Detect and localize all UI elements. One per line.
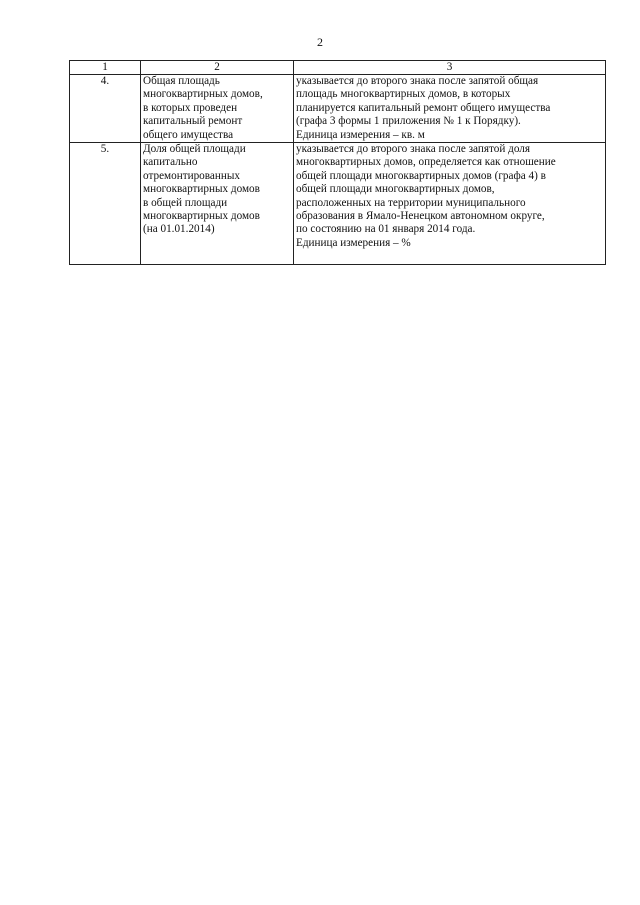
- column-header-1: 1: [70, 61, 141, 75]
- indicator-name: [141, 143, 294, 265]
- indicator-name-line: многоквартирных домов,: [143, 88, 263, 101]
- indicator-name: [141, 75, 294, 143]
- description-line: планируется капитальный ремонт общего имущества: [296, 101, 551, 114]
- indicator-name-line: в которых проведен: [143, 101, 238, 114]
- page-number: 2: [317, 35, 323, 49]
- description-line: Единица измерения – %: [296, 236, 411, 249]
- description-line: Единица измерения – кв. м: [296, 128, 425, 141]
- description-line: по состоянию на 01 января 2014 года.: [296, 223, 476, 236]
- description-line: общей площади многоквартирных домов,: [296, 183, 495, 196]
- indicator-name-line: отремонтированных: [143, 169, 240, 182]
- indicator-name-line: в общей площади: [143, 196, 228, 209]
- description-line: (графа 3 формы 1 приложения № 1 к Порядку).: [296, 115, 521, 128]
- description-line: указывается до второго знака после запятой общая: [296, 75, 539, 87]
- description-line: указывается до второго знака после запятой доля: [296, 143, 530, 156]
- column-header-2: 2: [141, 61, 294, 75]
- indicator-name-line: капитально: [143, 156, 198, 169]
- table-row: [70, 75, 606, 143]
- row-number: 4.: [70, 75, 141, 143]
- indicator-table: [69, 60, 606, 265]
- indicator-description: [294, 75, 606, 143]
- indicator-name-line: многоквартирных домов: [143, 210, 260, 223]
- table-header-row: [70, 61, 606, 75]
- description-line: образования в Ямало-Ненецком автономном округе,: [296, 210, 545, 223]
- description-line: многоквартирных домов, определяется как отношение: [296, 156, 556, 169]
- column-header-3: 3: [294, 61, 606, 75]
- indicator-description: [294, 143, 606, 265]
- row-number: 5.: [70, 143, 141, 265]
- table-row: [70, 143, 606, 265]
- indicator-name-line: капитальный ремонт: [143, 115, 243, 128]
- indicator-name-line: Общая площадь: [143, 75, 220, 87]
- description-line: расположенных на территории муниципального: [296, 196, 526, 209]
- indicator-name-line: общего имущества: [143, 128, 234, 141]
- indicator-name-line: Доля общей площади: [143, 143, 246, 156]
- description-line: общей площади многоквартирных домов (графа 4) в: [296, 169, 546, 182]
- description-line: площадь многоквартирных домов, в которых: [296, 88, 511, 101]
- indicator-name-line: (на 01.01.2014): [143, 223, 215, 236]
- indicator-name-line: многоквартирных домов: [143, 183, 260, 196]
